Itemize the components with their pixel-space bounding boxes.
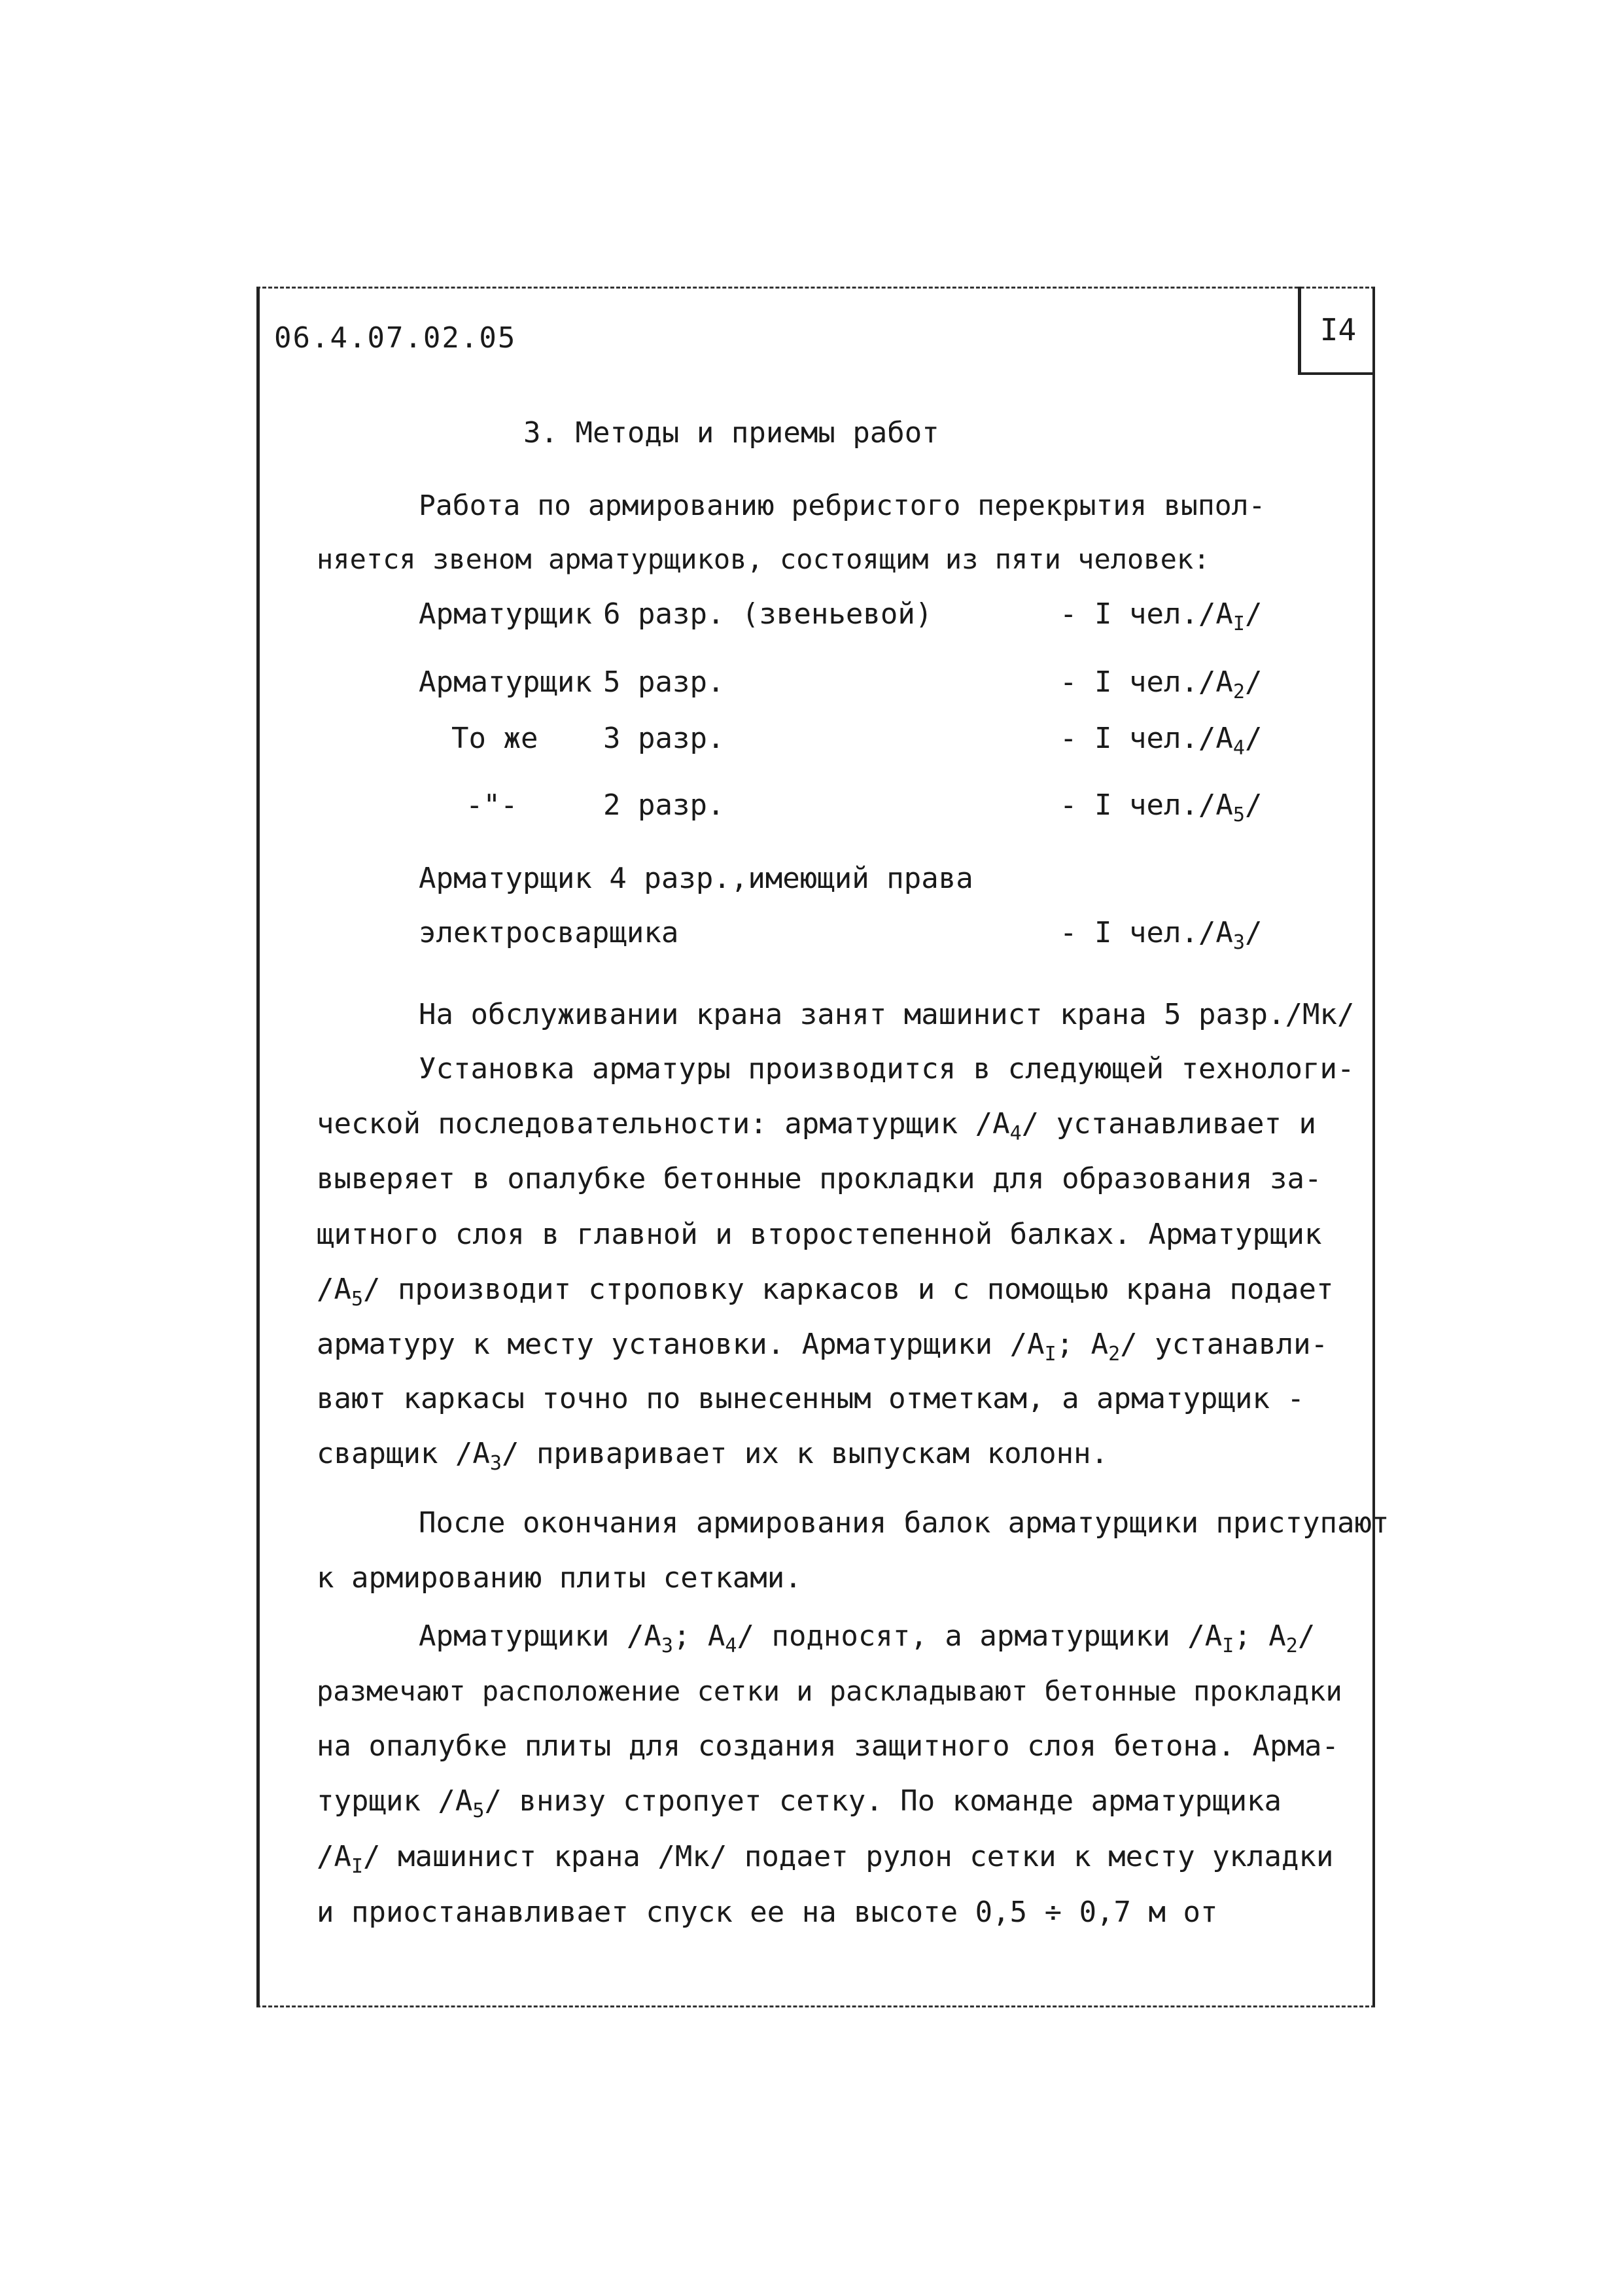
crew-role: -"- [466, 788, 518, 822]
text-line: $/A_5/$ производит строповку каркасов и с помощью крана подает [317, 1273, 1334, 1311]
text-line: сварщик $/A_3/$ приваривает их к выпускам колонн. [317, 1437, 1109, 1475]
text-line: вают каркасы точно по вынесенным отметкам, а арматурщик - [317, 1382, 1304, 1415]
crew-role: То же [451, 722, 538, 755]
intro-line-1: Работа по армированию ребристого перекрытия выпол- [419, 489, 1266, 522]
text-line: турщик $/A_5/$ внизу стропует сетку. По команде арматурщика [317, 1784, 1282, 1822]
crew-grade: 3 разр. [603, 722, 725, 755]
crane-operator-line: На обслуживании крана занят машинист крана 5 разр./Мк/ [419, 998, 1355, 1031]
text-line: $/A_I/$ машинист крана /Мк/ подает рулон сетки к месту укладки [317, 1840, 1334, 1878]
welder-line-1: Арматурщик 4 разр.,имеющий права [419, 862, 973, 895]
crew-count: - I $чел./A_3/$ [1060, 916, 1263, 954]
crew-count: - I $чел./A_5/$ [1060, 788, 1263, 826]
crew-grade: 2 разр. [603, 788, 725, 822]
text-line: на опалубке плиты для создания защитного слоя бетона. Арма- [317, 1729, 1339, 1763]
text-line: щитного слоя в главной и второстепенной балках. Арматурщик [317, 1218, 1322, 1251]
welder-line-2: электросварщика [419, 916, 679, 949]
text-line: выверяет в опалубке бетонные прокладки для образования за- [317, 1162, 1322, 1195]
crew-role: Арматурщик [419, 597, 592, 631]
page-number-box [1298, 287, 1375, 375]
section-title: 3. Методы и приемы работ [523, 416, 939, 450]
crew-count: - I $чел./A_2/$ [1060, 665, 1263, 703]
crew-grade: 5 разр. [603, 665, 725, 699]
crew-grade: 6 разр. (звеньевой) [603, 597, 933, 631]
text-line: к армированию плиты сетками. [317, 1561, 802, 1595]
page-number: I4 [1319, 311, 1357, 347]
text-line: После окончания армирования балок арматурщики приступают [419, 1506, 1389, 1540]
document-code: 06.4.07.02.05 [274, 321, 517, 355]
text-line: Установка арматуры производится в следующей технологи- [419, 1052, 1355, 1086]
text-line: Арматурщики $/A_3$; $A_4/$ подносят, а арматурщики $/A_I$; $A_2/$ [419, 1619, 1316, 1657]
crew-count: - I $чел./A_4/$ [1060, 722, 1263, 760]
text-line: арматуру к месту установки. Арматурщики $/A_I$; $A_2/$ устанавли- [317, 1328, 1329, 1366]
intro-line-2: няется звеном арматурщиков, состоящим из пяти человек: [317, 543, 1210, 575]
text-line: ческой последовательности: арматурщик $/A_4/$ устанавливает и [317, 1107, 1317, 1145]
text-line: размечают расположение сетки и раскладывают бетонные прокладки [317, 1675, 1342, 1707]
text-line: и приостанавливает спуск ее на высоте 0,5 ÷ 0,7 м от [317, 1896, 1218, 1929]
crew-count: - I $чел./A_I/$ [1060, 597, 1263, 635]
crew-role: Арматурщик [419, 665, 592, 699]
